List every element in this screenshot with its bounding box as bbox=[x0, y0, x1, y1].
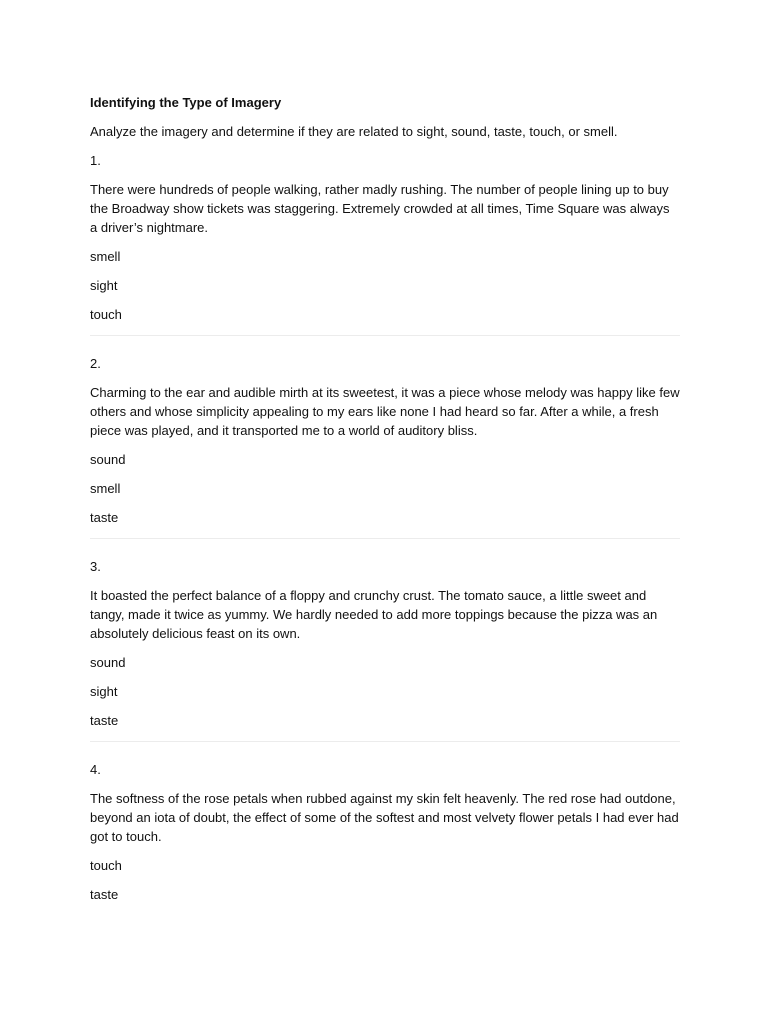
question-1 bbox=[90, 151, 680, 324]
question-number: 2. bbox=[90, 356, 101, 371]
document-title: Identifying the Type of Imagery bbox=[90, 95, 282, 110]
question-divider bbox=[90, 741, 680, 742]
answer-option[interactable]: taste bbox=[90, 887, 119, 902]
answer-option[interactable]: smell bbox=[90, 249, 121, 264]
answer-option[interactable]: sound bbox=[90, 452, 126, 467]
answer-option[interactable]: sight bbox=[90, 278, 118, 293]
question-number: 4. bbox=[90, 762, 101, 777]
question-text: Charming to the ear and audible mirth at its sweetest, it was a piece whose melody was happy like few others and whose simplicity appealing to my ears like none I had heard so far. After a while, a fresh piece was played, and it transported me to a world of auditory bliss. bbox=[90, 385, 680, 438]
question-4 bbox=[90, 760, 680, 904]
question-text: The softness of the rose petals when rubbed against my skin felt heavenly. The red rose had outdone, beyond an iota of doubt, the effect of some of the softest and most velvety flower petals I had ever had got to touch. bbox=[90, 791, 679, 844]
question-3 bbox=[90, 557, 680, 730]
answer-option[interactable]: touch bbox=[90, 858, 122, 873]
answer-option[interactable]: touch bbox=[90, 307, 122, 322]
answer-option[interactable]: sound bbox=[90, 655, 126, 670]
answer-option[interactable]: smell bbox=[90, 481, 121, 496]
answer-option[interactable]: sight bbox=[90, 684, 118, 699]
answer-option[interactable]: taste bbox=[90, 510, 119, 525]
question-divider bbox=[90, 538, 680, 539]
question-number: 1. bbox=[90, 153, 101, 168]
answer-option[interactable]: taste bbox=[90, 713, 119, 728]
question-text: It boasted the perfect balance of a floppy and crunchy crust. The tomato sauce, a little sweet and tangy, made it twice as yummy. We hardly needed to add more toppings because the pizza was an absolutely delicious feast on its own. bbox=[90, 588, 658, 641]
question-2 bbox=[90, 354, 680, 527]
instructions-text: Analyze the imagery and determine if they are related to sight, sound, taste, touch, or smell. bbox=[90, 124, 618, 139]
question-text: There were hundreds of people walking, rather madly rushing. The number of people lining up to buy the Broadway show tickets was staggering. Extremely crowded at all times, Time Square was always a driver’s nightmare. bbox=[90, 182, 670, 235]
question-number: 3. bbox=[90, 559, 101, 574]
document-page bbox=[90, 93, 680, 904]
question-divider bbox=[90, 335, 680, 336]
